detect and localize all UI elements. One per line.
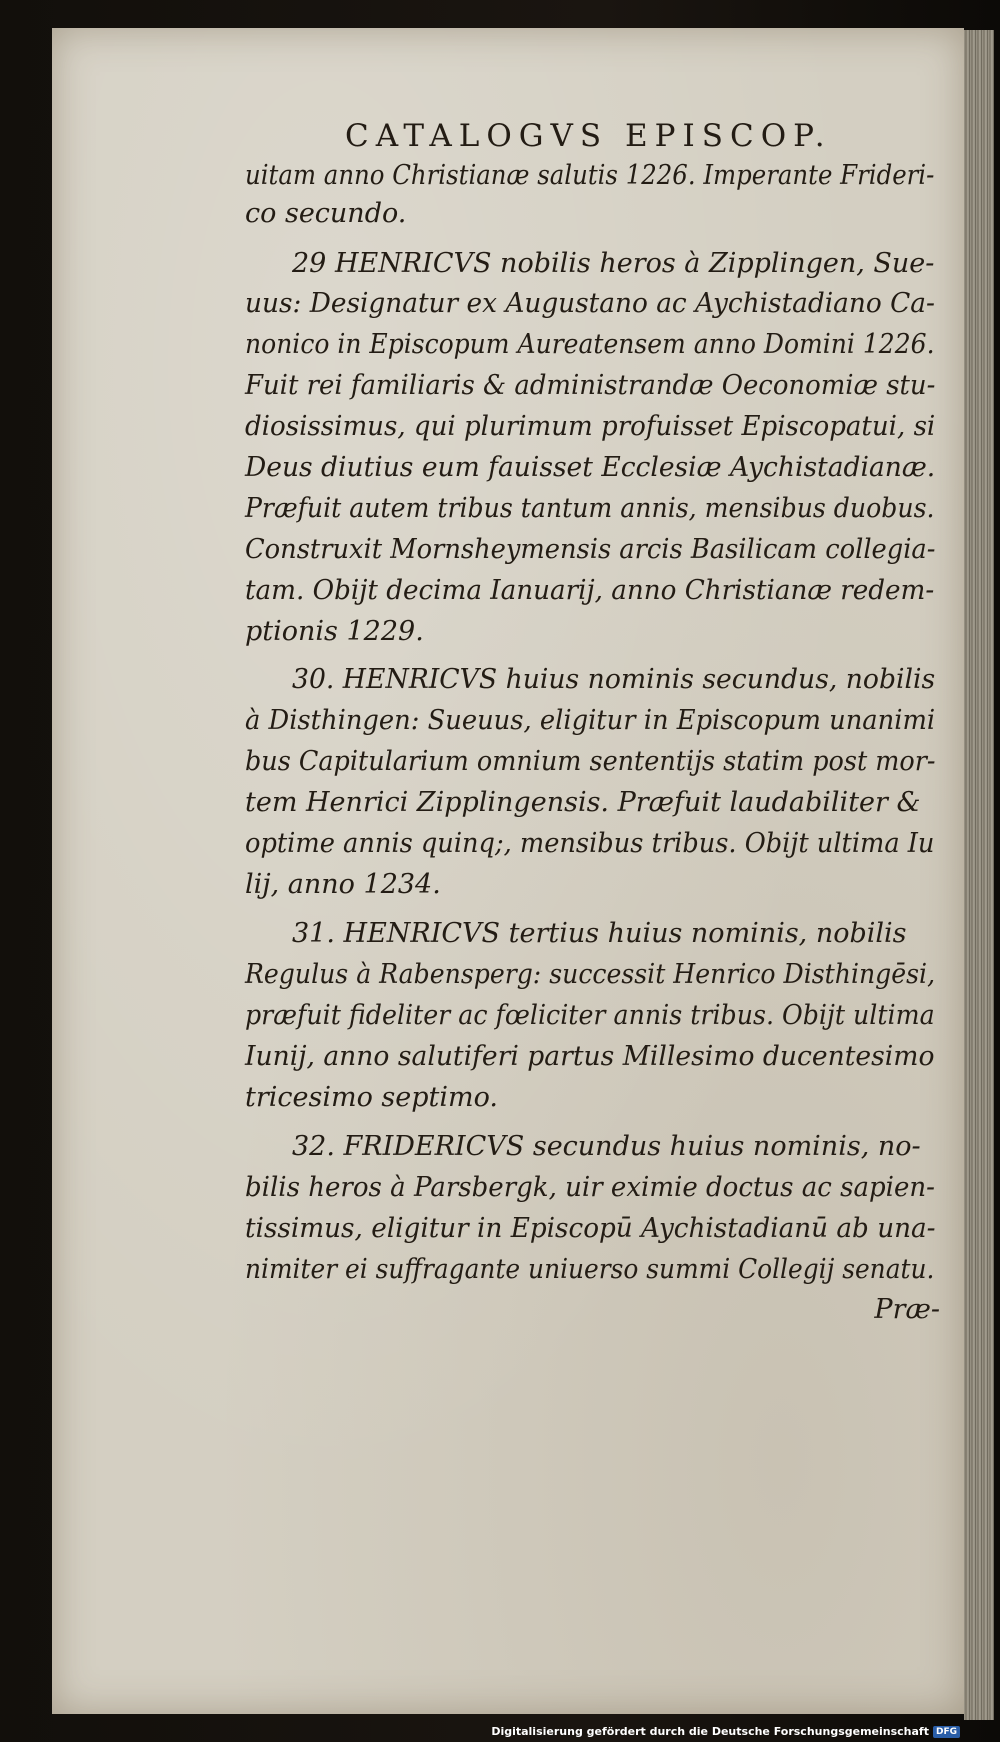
text-line: Præfuit autem tribus tantum annis, mensibus duobus. [245, 493, 935, 524]
text-line: Fuit rei familiaris & administrandæ Oeconomiæ stu- [245, 370, 936, 401]
credit-text: Digitalisierung gefördert durch die Deutsche Forschungsgemeinschaft [491, 1725, 929, 1738]
text-line: co secundo. [245, 198, 407, 229]
text-line: bus Capitularium omnium sententijs statim post mor- [245, 746, 936, 777]
text-line: 31. HENRICVS tertius huius nominis, nobilis [292, 918, 907, 949]
text-line: à Disthingen: Sueuus, eligitur in Episcopum unanimi [245, 705, 936, 736]
text-line: diosissimus, qui plurimum profuisset Episcopatui, si [245, 411, 936, 442]
text-line: tissimus, eligitur in Episcopū Aychistadianū ab una- [245, 1213, 936, 1244]
text-line: præfuit fideliter ac fœliciter annis tribus. Obijt ultima [245, 1000, 935, 1031]
text-line: bilis heros à Parsbergk, uir eximie doctus ac sapien- [245, 1172, 935, 1203]
text-line: 29 HENRICVS nobilis heros à Zipplingen, Sue- [292, 248, 935, 279]
dfg-logo: DFG [933, 1726, 960, 1738]
text-line: optime annis quinq;, mensibus tribus. Obijt ultima Iu [245, 828, 935, 859]
digitization-credit [491, 1725, 960, 1738]
text-line: uitam anno Christianæ salutis 1226. Imperante Frideri- [245, 160, 935, 191]
text-line: ptionis 1229. [245, 616, 424, 647]
paper-page [52, 28, 964, 1714]
text-line: 30. HENRICVS huius nominis secundus, nobilis [292, 664, 936, 695]
text-line: Regulus à Rabensperg: successit Henrico Disthingēsi, [245, 959, 936, 990]
text-line: Deus diutius eum fauisset Ecclesiæ Aychistadianæ. [245, 452, 936, 483]
text-line: nonico in Episcopum Aureatensem anno Domini 1226. [245, 329, 935, 360]
text-line: tam. Obijt decima Ianuarij, anno Christianæ redem- [245, 575, 935, 606]
text-line: tricesimo septimo. [245, 1082, 498, 1113]
text-line: Construxit Mornsheymensis arcis Basilicam collegia- [245, 534, 936, 565]
text-line: tem Henrici Zipplingensis. Præfuit laudabiliter & [245, 787, 921, 818]
page-stack-edge [964, 30, 994, 1720]
text-line: Iunij, anno salutiferi partus Millesimo ducentesimo [245, 1041, 935, 1072]
text-line: nimiter ei suffragante uniuerso summi Collegij senatu. [245, 1254, 935, 1285]
text-line: lij, anno 1234. [245, 869, 441, 900]
text-line: uus: Designatur ex Augustano ac Aychistadiano Ca- [245, 288, 935, 319]
running-head: CATALOGVS EPISCOP. [345, 118, 832, 154]
text-line: 32. FRIDERICVS secundus huius nominis, no- [292, 1131, 921, 1162]
catchword: Præ- [874, 1294, 940, 1325]
